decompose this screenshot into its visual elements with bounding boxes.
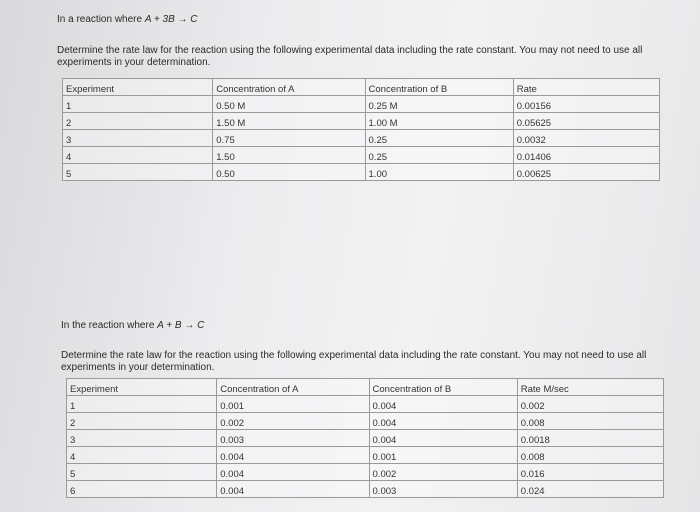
cell-experiment: 5 bbox=[67, 464, 217, 481]
table-row bbox=[63, 96, 660, 113]
cell-rate: 0.05625 bbox=[513, 113, 659, 130]
cell-concentration-a: 0.004 bbox=[217, 447, 369, 464]
header-concentration-a: Concentration of A bbox=[213, 79, 365, 96]
table-header-row bbox=[67, 379, 664, 396]
header-experiment: Experiment bbox=[63, 79, 213, 96]
cell-concentration-a: 0.001 bbox=[217, 396, 369, 413]
cell-experiment: 1 bbox=[63, 96, 213, 113]
problem1-instruction: Determine the rate law for the reaction using the following experimental data including the rate constant. You may not need to use all experiments in your determination. bbox=[57, 45, 643, 68]
cell-rate: 0.024 bbox=[517, 481, 663, 498]
cell-rate: 0.016 bbox=[517, 464, 663, 481]
cell-concentration-a: 0.004 bbox=[217, 481, 369, 498]
cell-concentration-b: 0.25 bbox=[365, 130, 513, 147]
cell-concentration-b: 0.001 bbox=[369, 447, 517, 464]
cell-experiment: 5 bbox=[63, 164, 213, 181]
problem1-title bbox=[57, 14, 198, 26]
table-header-row bbox=[63, 79, 660, 96]
table-row bbox=[67, 396, 664, 413]
cell-experiment: 3 bbox=[67, 430, 217, 447]
header-concentration-b: Concentration of B bbox=[365, 79, 513, 96]
cell-concentration-a: 1.50 bbox=[213, 147, 365, 164]
cell-rate: 0.002 bbox=[517, 396, 663, 413]
table-row bbox=[67, 464, 664, 481]
cell-rate: 0.008 bbox=[517, 413, 663, 430]
cell-concentration-a: 0.75 bbox=[213, 130, 365, 147]
table-row bbox=[63, 147, 660, 164]
problem1-data-table bbox=[62, 78, 660, 181]
cell-experiment: 2 bbox=[67, 413, 217, 430]
problem1-equation: A + 3B → C bbox=[144, 14, 198, 25]
cell-rate: 0.008 bbox=[517, 447, 663, 464]
cell-rate: 0.00156 bbox=[513, 96, 659, 113]
problem2-data-table bbox=[66, 378, 664, 498]
header-rate: Rate bbox=[513, 79, 659, 96]
problem2-equation: A + B → C bbox=[157, 320, 205, 331]
table-row bbox=[67, 413, 664, 430]
cell-concentration-a: 0.50 bbox=[213, 164, 365, 181]
cell-experiment: 1 bbox=[67, 396, 217, 413]
cell-concentration-b: 0.002 bbox=[369, 464, 517, 481]
header-concentration-a: Concentration of A bbox=[217, 379, 369, 396]
cell-experiment: 6 bbox=[67, 481, 217, 498]
cell-concentration-b: 0.25 M bbox=[365, 96, 513, 113]
cell-experiment: 4 bbox=[63, 147, 213, 164]
cell-rate: 0.0018 bbox=[517, 430, 663, 447]
cell-rate: 0.0032 bbox=[513, 130, 659, 147]
cell-concentration-b: 0.25 bbox=[365, 147, 513, 164]
cell-experiment: 3 bbox=[63, 130, 213, 147]
cell-concentration-b: 1.00 M bbox=[365, 113, 513, 130]
table-row bbox=[67, 481, 664, 498]
problem2-title bbox=[61, 320, 204, 332]
table-row bbox=[67, 447, 664, 464]
cell-concentration-b: 1.00 bbox=[365, 164, 513, 181]
cell-experiment: 4 bbox=[67, 447, 217, 464]
cell-concentration-a: 1.50 M bbox=[213, 113, 365, 130]
cell-concentration-a: 0.004 bbox=[217, 464, 369, 481]
problem2-title-prefix: In the reaction where bbox=[61, 320, 158, 331]
cell-rate: 0.00625 bbox=[513, 164, 659, 181]
cell-concentration-a: 0.003 bbox=[217, 430, 369, 447]
table-row bbox=[63, 113, 660, 130]
cell-concentration-b: 0.004 bbox=[369, 430, 517, 447]
header-rate: Rate M/sec bbox=[517, 379, 663, 396]
header-experiment: Experiment bbox=[67, 379, 217, 396]
cell-rate: 0.01406 bbox=[513, 147, 659, 164]
table-row bbox=[63, 164, 660, 181]
cell-concentration-b: 0.004 bbox=[369, 396, 517, 413]
cell-concentration-b: 0.003 bbox=[369, 481, 517, 498]
problem2-instruction: Determine the rate law for the reaction using the following experimental data including the rate constant. You may not need to use all experiments in your determination. bbox=[61, 350, 647, 373]
cell-concentration-a: 0.002 bbox=[217, 413, 369, 430]
table-row bbox=[67, 430, 664, 447]
problem1-title-prefix: In a reaction where bbox=[57, 14, 145, 25]
cell-concentration-a: 0.50 M bbox=[213, 96, 365, 113]
header-concentration-b: Concentration of B bbox=[369, 379, 517, 396]
table-row bbox=[63, 130, 660, 147]
cell-concentration-b: 0.004 bbox=[369, 413, 517, 430]
cell-experiment: 2 bbox=[63, 113, 213, 130]
